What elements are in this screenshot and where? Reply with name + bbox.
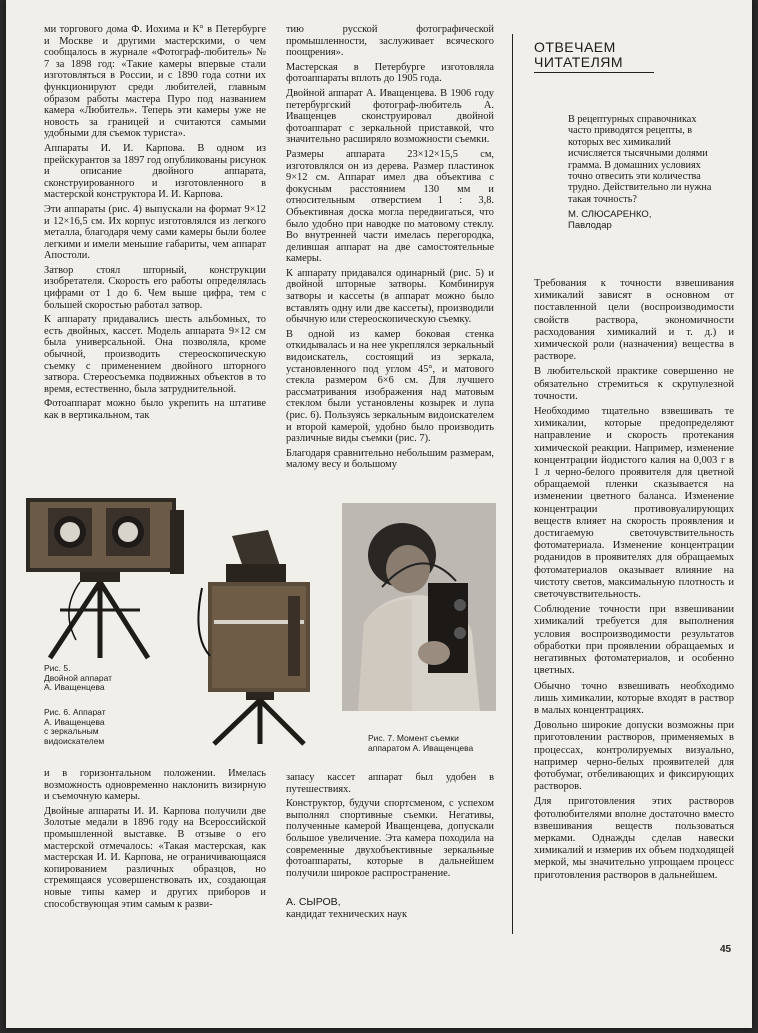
paragraph: К аппарату придавался одинарный (рис. 5) и двойной шторные затворы. Комбинируя затворы и кассеты (в аппарат можно было вставлять одну или две кассеты), производили обычную или стереоскопическую съемку. <box>286 267 494 326</box>
heading-line: ОТВЕЧАЕМ <box>534 39 616 55</box>
caption-fig6 <box>44 708 106 746</box>
caption-line: А. Иващенцева <box>44 682 105 692</box>
caption-line: с зеркальным <box>44 726 99 736</box>
caption-line: Рис. 7. Момент съемки <box>368 733 459 743</box>
reader-question <box>568 114 718 231</box>
paragraph: Для приготовления этих растворов фотолюбителями вполне достаточно вместо взвешивания веществ пользоваться мерками. Однажды сделав навески химикалий и измерив их объем подходящей меркой, мы значительно упрощаем процесс приготовления растворов в дальнейшем. <box>534 796 734 881</box>
paragraph: Затвор стоял шторный, конструкции изобретателя. Скорость его работы определялась цифрами от 1 до 6. Чем выше цифра, тем с большей скоростью работал затвор. <box>44 264 266 311</box>
heading-underline <box>534 72 654 73</box>
paragraph: К аппарату придавались шесть альбомных, то есть двойных, кассет. Модель аппарата 9×12 см была универсальной. Она позволяла, кроме обычной, производить стереоскопическую съемку с применением двойного шторного затвора. Стереосъемка подвижных объектов в то время, естественно, была затруднительной. <box>44 314 266 395</box>
column-2-bottom <box>286 772 494 921</box>
caption-fig5 <box>44 664 112 693</box>
caption-line: А. Иващенцева <box>44 716 105 727</box>
paragraph: Фотоаппарат можно было укрепить на штативе как в вертикальном, так <box>44 398 266 421</box>
figure-5-double-camera <box>20 490 190 660</box>
paragraph: Довольно широкие допуски возможны при приготовлении растворов, применяемых в процессах, контролируемых визуально, например черно-белых проявителей для фотобумаг, отбеливающих и фиксирующих растворов. <box>534 720 734 793</box>
paragraph: ми торгового дома Ф. Иохима и К° в Петербурге и Москве и другими мастерскими, о чем сообщалось в журнале «Фотограф-любитель» № 7 за 1898 год: «Такие камеры впервые стали изготовляться в России, и с 1890 года сотни их функционируют среди любителей, главным образом работы мастера Пуро под названием камера «Любитель». Теперь эти камеры уже не новость за границей и считаются самыми удобными для съемок туриста». <box>44 24 266 140</box>
paragraph: Двойные аппараты И. И. Карпова получили две Золотые медали в 1896 году на Всероссийской промышленной выставке. В отзыве о его мастерской отмечалось: «Такая мастерская, как мастерская И. И. Карпова, не ограничивающаяся копированием различных образцов, но стремящаяся усовершенствовать их, создающая новые типы камер и других приборов и способствующая этим самым к разви- <box>44 805 266 910</box>
paragraph: Мастерская в Петербурге изготовляла фотоаппараты вплоть до 1905 года. <box>286 61 494 85</box>
paragraph: Двойной аппарат А. Иващенцева. В 1906 году петербургский фотограф-любитель А. Иващенцев сконструировал двойной фотоаппарат с зеркальной приставкой, что значительно расширяло возможности съемки. <box>286 87 494 146</box>
paragraph: В одной из камер боковая стенка откидывалась и на нее укреплялся зеркальный видоискатель, состоящий из зеркала, установленного под углом 45°, и матового стекла размером 6×6 см. Для лучшего рассматривания изображения над матовым стеклом были установлены козырек и лупа (рис. 6). Пользуясь зеркальным видоискателем и второй камерой, удобно было производить различные виды съемки (рис. 7). <box>286 328 494 445</box>
caption-line: Рис. 6. Аппарат <box>44 707 106 717</box>
paragraph: Аппараты И. И. Карпова. В одном из прейскурантов за 1897 год опубликованы рисунок и описание двойного аппарата, сконструированного и изготовленного в мастерской конструктора И. И. Карпова. <box>44 142 266 201</box>
viewfinder-camera-illustration <box>192 526 332 746</box>
section-heading <box>534 40 623 70</box>
paragraph: Требования к точности взвешивания химикалий зависят в основном от поставленной цели (воспроизводимости свойств раствора, экономичности расходования химикалий и т. д.) и химической роли (назначения) вещества в растворе. <box>534 278 734 363</box>
caption-line: Рис. 5. <box>44 663 71 673</box>
paragraph: Соблюдение точности при взвешивании химикалий требуется для выполнения условия воспроизводимости результатов обработки при проявлении обращаемых и негативных фотоматериалов, и особенно цветных. <box>534 604 734 677</box>
figure-6-camera-viewfinder <box>192 526 332 746</box>
article-author-title: кандидат технических наук <box>286 908 408 920</box>
question-author: М. СЛЮСАРЕНКО, <box>568 209 652 221</box>
caption-line: видоискателем <box>44 735 105 746</box>
caption-fig7 <box>368 734 473 753</box>
figure-7-photo <box>342 503 496 711</box>
column-divider <box>512 34 513 934</box>
paragraph: Обычно точно взвешивать необходимо лишь химикалии, которые входят в раствор в малых концентрациях. <box>534 680 734 716</box>
paragraph: запасу кассет аппарат был удобен в путешествиях. <box>286 772 494 795</box>
paragraph: Необходимо тщательно взвешивать те химикалии, которые предопределяют направление и скорость протекания химической реакции. Например, изменение концентрации йодистого калия на 0,003 г в 1 л черно-белого проявителя для цветной обращаемой пленки сказывается на изменении цветного баланса. Изменение концентрации противовуалирующих веществ влияет на скорость проявления и достигаемую светочувствительность фотоматериала. Изменение концентрации роданидов в проявителях для обращаемых фотоматериалов оказывает влияние на чистоту светов, максимальную плотность и светочувствительность. <box>534 406 734 601</box>
double-camera-illustration <box>20 490 190 660</box>
paragraph: В любительской практике совершенно не обязательно стремиться к скрупулезной точности. <box>534 366 734 402</box>
journal-page <box>6 0 752 1028</box>
caption-line: Двойной аппарат <box>44 672 113 683</box>
paragraph: тию русской фотографической промышленности, заслуживает всяческого поощрения». <box>286 24 494 59</box>
heading-line: ЧИТАТЕЛЯМ <box>534 54 624 70</box>
woman-with-camera-photo <box>342 503 496 711</box>
caption-line: аппаратом А. Иващенцева <box>368 742 474 753</box>
paragraph: Эти аппараты (рис. 4) выпускали на формат 9×12 и 12×16,5 см. Их корпус изготовлялся из легкого металла, благодаря чему сами камеры были более легкими и имели меньшие габариты, чем аппарат Апостоли. <box>44 203 266 262</box>
paragraph: Конструктор, будучи спортсменом, с успехом выполнял спортивные съемки. Негативы, полученные камерой Иващенцева, допускали большое увеличение. Эта камера походила на современные двухобъективные зеркальные фотоаппараты, которые в дальнейшем получили широкое распространение. <box>286 798 494 879</box>
question-city: Павлодар <box>568 220 612 232</box>
paragraph: Размеры аппарата 23×12×15,5 см, изготовлялся он из дерева. Размер пластинок 9×12 см. Аппарат имел два объектива с фокусным расстоянием 130 мм и относительным отверстием 1 : 3,8. Объективная доска могла передвигаться, что было удобно при наводке по матовому стеклу. Во внутренней части имелась перегородка, делившая аппарат на две самостоятельные камеры. <box>286 148 494 265</box>
column-2-top <box>286 24 494 474</box>
question-text: В рецептурных справочниках часто приводятся рецепты, в которых вес химикалий исчисляется тысячными долями грамма. В домашних условиях точно отвесить эти количества трудно. Действительно ли нужна такая точность? <box>568 114 712 205</box>
paragraph: Благодаря сравнительно небольшим размерам, малому весу и большому <box>286 447 494 471</box>
paragraph: и в горизонтальном положении. Имелась возможность одновременно наклонить визирную и съемочную камеры. <box>44 768 266 803</box>
answer-column <box>534 278 734 885</box>
column-1-bottom <box>44 768 266 913</box>
article-author: А. СЫРОВ, <box>286 896 341 909</box>
page-number: 45 <box>720 944 732 955</box>
column-1-top <box>44 24 266 425</box>
